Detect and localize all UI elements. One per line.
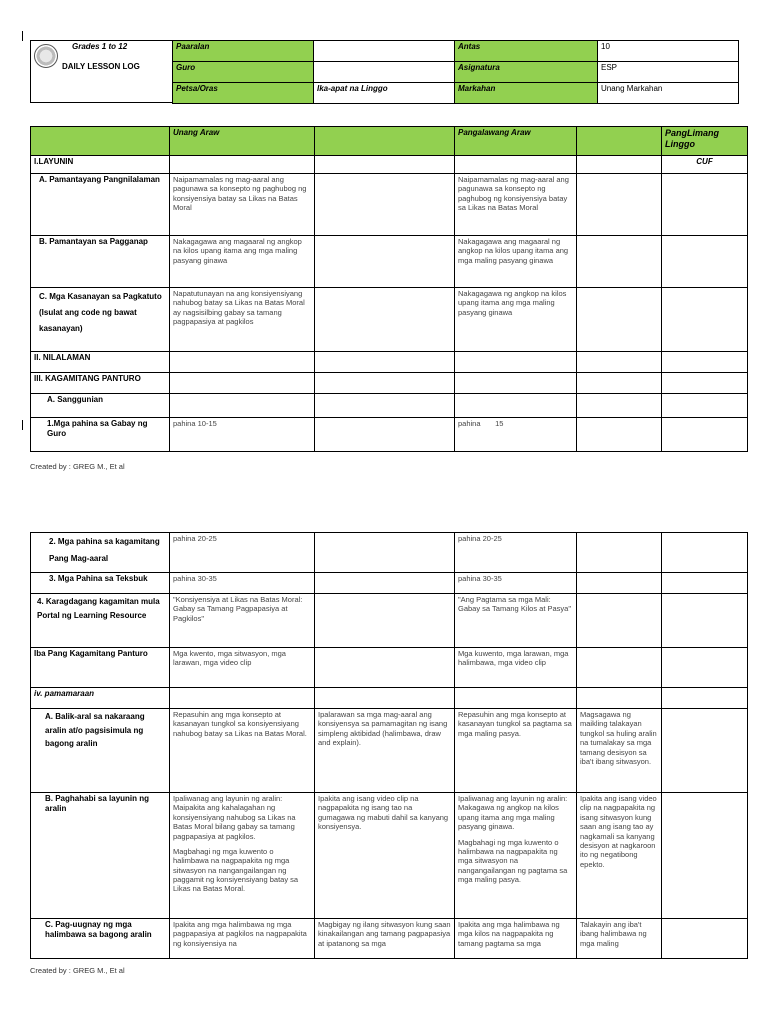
row-label: B. Pamantayan sa Pagganap <box>31 236 170 288</box>
cell: Nakagagawa ng angkop na kilos upang itama ang mga maling pasyang ginawa <box>455 288 577 352</box>
row-label: iv. pamamaraan <box>31 688 170 709</box>
cell: Mga kwento, mga sitwasyon, mga larawan, mga video clip <box>170 648 315 688</box>
cell <box>315 418 455 452</box>
cell <box>662 594 748 648</box>
col-header-blank <box>315 127 455 156</box>
cell <box>577 648 662 688</box>
cell <box>315 533 455 573</box>
cell <box>170 373 315 394</box>
cell <box>662 236 748 288</box>
cell <box>455 394 577 418</box>
cell <box>577 594 662 648</box>
cell: "Konsiyensiya at Likas na Batas Moral: Gabay sa Tamang Pagpapasiya at Pagkilos" <box>170 594 315 648</box>
cell: Repasuhin ang mga konsepto at kasanayan tungkol sa konsiyensiyang nahubog batay sa Likas na Batas Moral. <box>170 709 315 793</box>
col-header-blank <box>31 127 170 156</box>
cell <box>315 288 455 352</box>
cell-paragraph: Magbahagi ng mga kuwento o halimbawa na nagpapakita ng mga sitwasyon na nangangailangan ng paggamit ng konsiyensiyang batay sa Likas na Batas Moral. <box>173 846 299 894</box>
row-label: II. NILALAMAN <box>31 352 170 373</box>
cell <box>662 573 748 594</box>
cell: Naipamamalas ng mag-aaral ang pagunawa sa konsepto ng paghubog ng konsiyensiya batay sa Likas na Batas Moral <box>170 174 315 236</box>
cell <box>455 352 577 373</box>
header-table <box>172 40 739 104</box>
cell: pahina 20-25 <box>455 533 577 573</box>
subject-label: Asignatura <box>455 62 598 83</box>
cell <box>662 648 748 688</box>
text-cursor <box>22 31 23 41</box>
cell-paragraph: Magbahagi ng mga kuwento o halimbawa na nagpapakita ng mga sitwasyon na nangangailangan ng pagtama sa mga maling pasya. <box>458 837 568 884</box>
cell: pahina 20-25 <box>170 533 315 573</box>
cell <box>315 236 455 288</box>
col-header-week5: PangLimang Linggo <box>662 127 748 156</box>
col-header-day2: Pangalawang Araw <box>455 127 577 156</box>
date-time-label: Petsa/Oras <box>173 83 314 104</box>
school-label: Paaralan <box>173 41 314 62</box>
cell <box>455 793 577 919</box>
cell <box>315 688 455 709</box>
cell <box>577 174 662 236</box>
row-label: B. Paghahabi sa layunin ng aralin <box>31 793 170 919</box>
cell <box>577 352 662 373</box>
cell <box>315 648 455 688</box>
cell <box>662 418 748 452</box>
grades-label: Grades 1 to 12 <box>72 42 128 51</box>
cell: Ipakita ang mga halimbawa ng mga pagpapasiya at pagkilos na nagpapakita ng konsiyensiya na <box>170 919 315 959</box>
cell <box>662 352 748 373</box>
cell <box>577 418 662 452</box>
cell: Ipakita ang isang video clip na nagpapakita ng isang sitwasyon kung saan ang isang tao ay nagkamali sa kanyang desisyon at nagkaroon ito ng negatibong epekto. <box>577 793 662 919</box>
row-label: C. Pag-uugnay ng mga halimbawa sa bagong aralin <box>31 919 170 959</box>
cell <box>577 394 662 418</box>
cell <box>662 688 748 709</box>
grade-level-value: 10 <box>598 41 739 62</box>
cell <box>662 709 748 793</box>
cell: "Ang Pagtama sa mga Mali: Gabay sa Tamang Kilos at Pasya" <box>455 594 577 648</box>
lesson-table-1 <box>30 126 748 452</box>
cell: Naipamamalas ng mag-aaral ang pagunawa sa konsepto ng paghubog ng konsiyensiya batay sa Likas na Batas Moral <box>455 174 577 236</box>
col-header-day1: Unang Araw <box>170 127 315 156</box>
row-label: A. Sanggunian <box>31 394 170 418</box>
log-title: DAILY LESSON LOG <box>62 62 140 71</box>
grade-level-label: Antas <box>455 41 598 62</box>
cell <box>315 352 455 373</box>
row-label: A. Pamantayang Pangnilalaman <box>31 174 170 236</box>
row-label: 2. Mga pahina sa kagamitang Pang Mag-aaral <box>31 533 170 573</box>
cell-paragraph: Ipaliwanag ang layunin ng aralin: Maipakita ang kahalagahan ng konsiyensiyang nahubog sa Likas na Batas Moral bilang gabay sa tamang pagpapasiya at pagkilos. <box>173 794 296 841</box>
cell: Magbigay ng ilang sitwasyon kung saan kinakailangan ang tamang pagpapasiya at ipatanong sa mga <box>315 919 455 959</box>
row-label: III. KAGAMITANG PANTURO <box>31 373 170 394</box>
cell: pahina 30-35 <box>170 573 315 594</box>
subject-value: ESP <box>598 62 739 83</box>
cell <box>577 288 662 352</box>
cell <box>577 688 662 709</box>
footer-credit: Created by : GREG M., Et al <box>30 966 125 975</box>
cell <box>455 156 577 174</box>
quarter-label: Markahan <box>455 83 598 104</box>
cell: Nakagagawa ang magaaral ng angkop na kilos upang itama ang mga maling pasyang ginawa <box>455 236 577 288</box>
cell: Talakayin ang iba't ibang halimbawa ng mga maling <box>577 919 662 959</box>
col-header-blank <box>577 127 662 156</box>
cell <box>662 288 748 352</box>
cell <box>170 394 315 418</box>
deped-seal-icon <box>34 44 58 68</box>
cell <box>662 174 748 236</box>
cell: Ipakita ang isang video clip na nagpapakita ng isang tao na gumagawa ng mabuti dahil sa kanyang konsiyensya. <box>315 793 455 919</box>
cell: pahina 30-35 <box>455 573 577 594</box>
cell <box>315 394 455 418</box>
cell <box>315 573 455 594</box>
lesson-table-2 <box>30 532 748 959</box>
cell <box>662 373 748 394</box>
cell <box>577 373 662 394</box>
text-cursor <box>22 420 23 430</box>
cell: Repasuhin ang mga konsepto at kasanayan tungkol sa pagtama sa mga maling pasya. <box>455 709 577 793</box>
row-label: 4. Karagdagang kagamitan mula Portal ng Learning Resource <box>31 594 170 648</box>
row-label: 1.Mga pahina sa Gabay ng Guro <box>31 418 170 452</box>
cell <box>170 793 315 919</box>
cell <box>577 573 662 594</box>
cell <box>577 533 662 573</box>
row-label: C. Mga Kasanayan sa Pagkatuto (Isulat ang code ng bawat kasanayan) <box>31 288 170 352</box>
cell <box>455 688 577 709</box>
cell <box>315 594 455 648</box>
footer-credit: Created by : GREG M., Et al <box>30 462 125 471</box>
cuf-cell: CUF <box>662 156 748 174</box>
cell <box>315 373 455 394</box>
cell <box>577 156 662 174</box>
cell <box>315 156 455 174</box>
date-time-value: Ika-apat na Linggo <box>314 83 455 104</box>
cell: pahina 15 <box>455 418 577 452</box>
cell <box>315 174 455 236</box>
cell <box>170 688 315 709</box>
teacher-label: Guro <box>173 62 314 83</box>
cell <box>662 793 748 919</box>
cell: Nakagagawa ang magaaral ng angkop na kilos upang itama ang mga maling pasyang ginawa <box>170 236 315 288</box>
cell <box>455 373 577 394</box>
cell: Ipalarawan sa mga mag-aaral ang konsiyensya sa pamamagitan ng isang simpleng aktibidad (halimbawa, draw and explain). <box>315 709 455 793</box>
cell: Magsagawa ng maikling talakayan tungkol sa huling aralin na tumalakay sa mga tamang desisyon sa iba't ibang sitwasyon. <box>577 709 662 793</box>
cell <box>662 919 748 959</box>
cell: Napatutunayan na ang konsiyensiyang nahubog batay sa Likas na Batas Moral ay nagsisilbing gabay sa tamang pagpapasiya at pagkilos <box>170 288 315 352</box>
cell <box>662 394 748 418</box>
cell <box>170 352 315 373</box>
row-label: 3. Mga Pahina sa Teksbuk <box>31 573 170 594</box>
cell <box>577 236 662 288</box>
cell: Ipakita ang mga halimbawa ng mga kilos na nagpapakita ng tamang pagtama sa mga <box>455 919 577 959</box>
teacher-value <box>314 62 455 83</box>
row-label: A. Balik-aral sa nakaraang aralin at/o pagsisimula ng bagong aralin <box>31 709 170 793</box>
cell: pahina 10-15 <box>170 418 315 452</box>
cell <box>662 533 748 573</box>
school-value <box>314 41 455 62</box>
row-label: I.LAYUNIN <box>31 156 170 174</box>
cell: Mga kuwento, mga larawan, mga halimbawa, mga video clip <box>455 648 577 688</box>
quarter-value: Unang Markahan <box>598 83 739 104</box>
row-label: Iba Pang Kagamitang Panturo <box>31 648 170 688</box>
cell-paragraph: Ipaliwanag ang layunin ng aralin: Makagawa ng angkop na kilos upang itama ang mga maling pasyang ginawa. <box>458 794 568 832</box>
cell <box>170 156 315 174</box>
